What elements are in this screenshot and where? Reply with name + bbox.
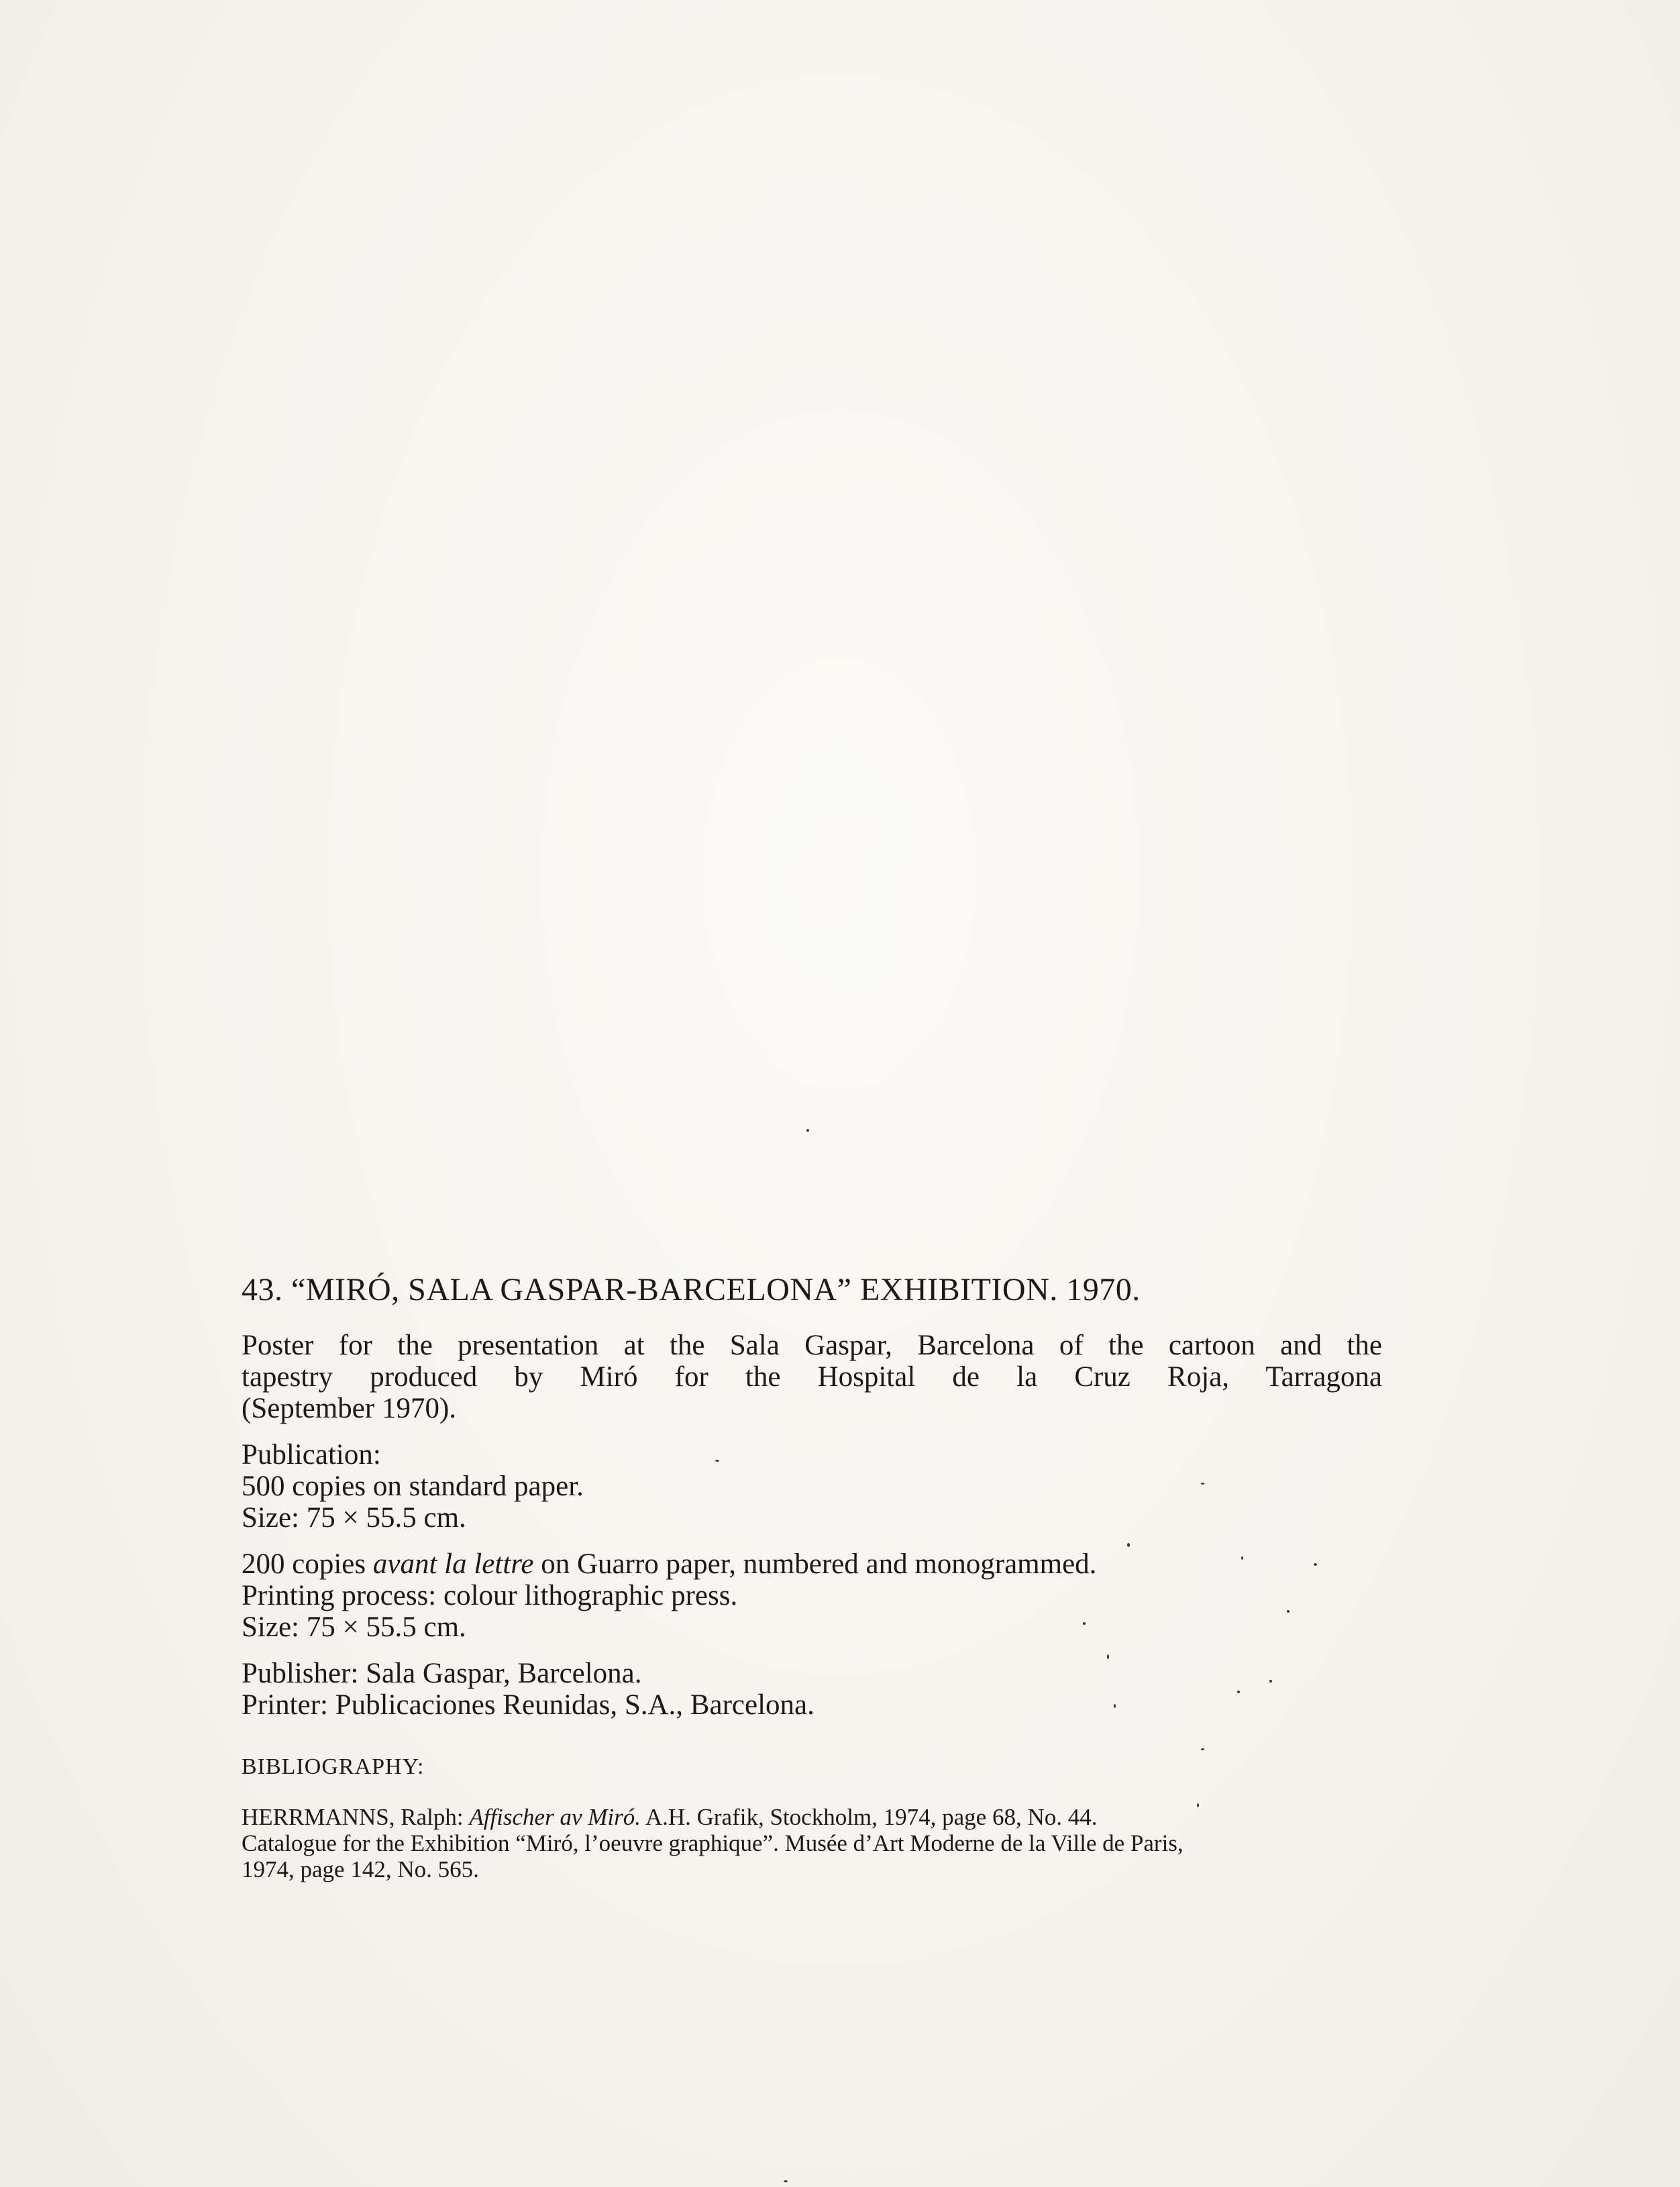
publication-block: [242, 1439, 1382, 1534]
credits-block: [242, 1658, 1382, 1721]
paper-speck: [1127, 1543, 1130, 1547]
paper-speck: [1083, 1622, 1086, 1625]
paper-speck: [784, 2180, 788, 2182]
avant-edition-italic: avant la lettre: [372, 1548, 534, 1580]
publication-copies: 500 copies on standard paper.: [242, 1471, 584, 1502]
bib-author: HERRMANNS, Ralph:: [242, 1804, 470, 1830]
catalogue-entry: [242, 1271, 1382, 1882]
paper-speck: [1114, 1704, 1116, 1708]
avant-edition-block: [242, 1548, 1382, 1643]
avant-edition-suffix: on Guarro paper, numbered and monogrammed.: [533, 1548, 1097, 1580]
bibliography-item: [242, 1804, 1382, 1830]
paper-speck: [1107, 1654, 1109, 1659]
paper-speck: [715, 1460, 719, 1462]
description-line: tapestry produced by Miró for the Hospital de la Cruz Roja, Tarragona: [242, 1361, 1382, 1393]
avant-edition-size: Size: 75 × 55.5 cm.: [242, 1611, 466, 1643]
paper-speck: [806, 1129, 809, 1132]
publication-size: Size: 75 × 55.5 cm.: [242, 1502, 466, 1534]
printing-process: Printing process: colour lithographic press.: [242, 1580, 738, 1611]
paper-speck: [1201, 1748, 1204, 1750]
paper-speck: [1269, 1680, 1272, 1683]
description-line: (September 1970).: [242, 1393, 457, 1424]
bibliography-heading: BIBLIOGRAPHY:: [242, 1754, 425, 1779]
paper-speck: [1237, 1691, 1240, 1693]
bibliography-item-line: 1974, page 142, No. 565.: [242, 1856, 479, 1882]
entry-title: 43. “MIRÓ, SALA GASPAR-BARCELONA” EXHIBITION. 1970.: [242, 1272, 1141, 1308]
publisher: Publisher: Sala Gaspar, Barcelona.: [242, 1658, 642, 1689]
printer: Printer: Publicaciones Reunidas, S.A., Barcelona.: [242, 1689, 815, 1721]
paper-speck: [1314, 1563, 1317, 1566]
bibliography-list: [242, 1804, 1382, 1882]
paper-speck: [1201, 1483, 1204, 1485]
entry-description: [242, 1330, 1382, 1424]
paper-speck: [1241, 1556, 1243, 1560]
publication-heading: Publication:: [242, 1439, 381, 1471]
bibliography-item-line: Catalogue for the Exhibition “Miró, l’oeuvre graphique”. Musée d’Art Moderne de la Ville de Paris,: [242, 1830, 1184, 1856]
bib-details: A.H. Grafik, Stockholm, 1974, page 68, No. 44.: [641, 1804, 1098, 1830]
description-line: Poster for the presentation at the Sala Gaspar, Barcelona of the cartoon and the: [242, 1330, 1382, 1361]
bib-title: Affischer av Miró.: [469, 1804, 641, 1830]
paper-speck: [1197, 1803, 1199, 1807]
bibliography-item: [242, 1830, 1382, 1882]
avant-edition-copies: [242, 1548, 1382, 1580]
bibliography-item-line: [242, 1804, 1382, 1830]
paper-speck: [1287, 1610, 1290, 1613]
avant-edition-prefix: 200 copies: [242, 1548, 373, 1580]
